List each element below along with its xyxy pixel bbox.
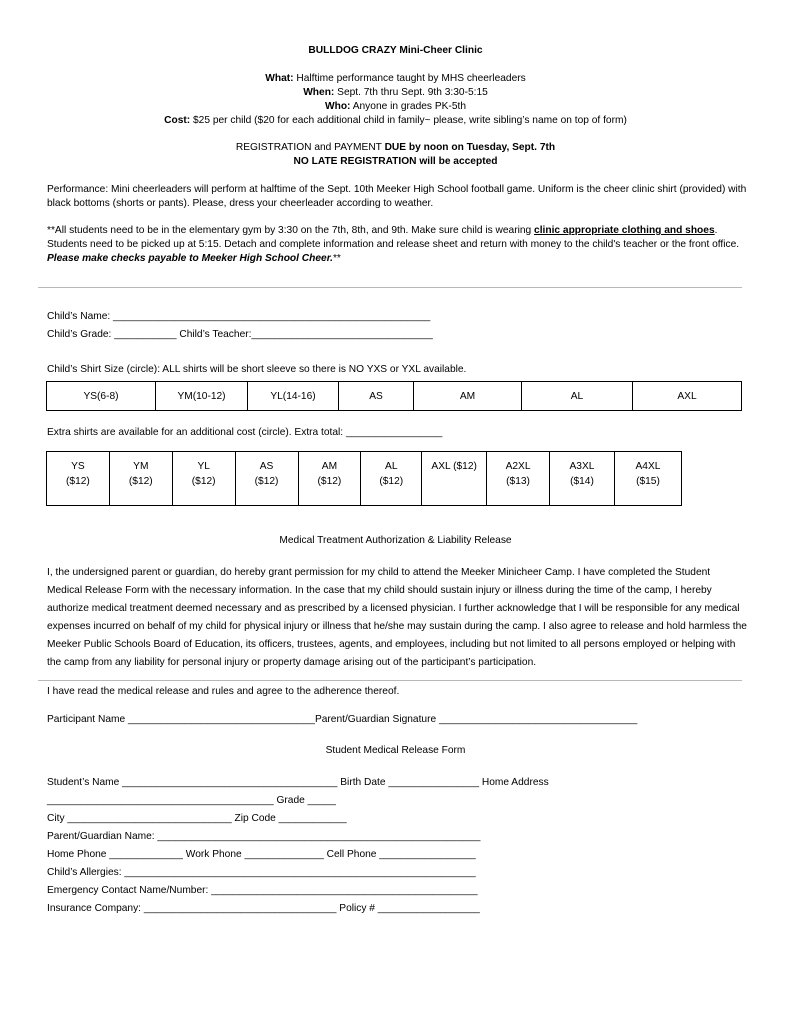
child-name-field[interactable]: Child’s Name: ________________________________________________________ bbox=[47, 311, 431, 322]
registration-deadline: REGISTRATION and PAYMENT DUE by noon on Tuesday, Sept. 7th bbox=[235, 142, 556, 153]
shirt-size-caption: Child’s Shirt Size (circle): ALL shirts will be short sleeve so there is NO YXS or YXL available. bbox=[47, 364, 467, 375]
emergency-contact-field[interactable]: Emergency Contact Name/Number: _______________________________________________ bbox=[47, 885, 478, 896]
medical-release-body: I, the undersigned parent or guardian, do hereby grant permission for my child to attend the Meeker Minicheer Camp. I have completed the Student Medical Release Form with the necessary information. In the case that my child should sustain injury or illness during the time of the camp, I hereby authorize medical treatment deemed necessary and as prescribed by a licensed physician. I further acknowledge that I will be responsible for any medical expenses incurred on behalf of my child for physical injury or illness that he/she may sustain during the camp. I also agree to release and hold harmless the Meeker Public Schools Board of Education, its officers, trustees, agents, and employees, including but not limited to all persons employed or helping with the camp from any liability for personal injury or property damage arising out of the participant’s participation. bbox=[47, 567, 747, 668]
extra-shirt-option[interactable]: YS ($12) bbox=[47, 452, 110, 506]
child-grade-teacher-field[interactable]: Child’s Grade: ___________ Child’s Teacher:________________________________ bbox=[47, 329, 433, 340]
performance-paragraph: Performance: Mini cheerleaders will perform at halftime of the Sept. 10th Meeker High School football game. Uniform is the cheer clinic shirt (provided) with black bottoms (shorts or pants). Please, dress your cheerleader according to weather. bbox=[47, 184, 747, 209]
parent-name-field[interactable]: Parent/Guardian Name: _________________________________________________________ bbox=[47, 831, 481, 842]
what-line: What: Halftime performance taught by MHS cheerleaders bbox=[265, 73, 526, 84]
extra-shirt-option[interactable]: AXL ($12) bbox=[422, 452, 487, 506]
insurance-field[interactable]: Insurance Company: __________________________________ Policy # __________________ bbox=[47, 903, 480, 914]
shirt-size-option[interactable]: YL(14-16) bbox=[248, 382, 339, 411]
shirt-size-table bbox=[46, 381, 742, 411]
divider bbox=[38, 680, 742, 681]
form-title: BULLDOG CRAZY Mini-Cheer Clinic bbox=[308, 45, 483, 56]
who-line: Who: Anyone in grades PK-5th bbox=[324, 101, 466, 112]
agreement-statement: I have read the medical release and rules and agree to the adherence thereof. bbox=[47, 686, 400, 697]
cost-line: Cost: $25 per child ($20 for each additional child in family~ please, write sibling’s name on top of form) bbox=[164, 115, 627, 126]
extra-shirt-option[interactable]: AL ($12) bbox=[361, 452, 422, 506]
city-zip-field[interactable]: City _____________________________ Zip Code ____________ bbox=[47, 813, 347, 824]
extra-shirt-option[interactable]: A3XL ($14) bbox=[550, 452, 615, 506]
extra-shirt-table bbox=[46, 451, 682, 506]
extra-shirt-option[interactable]: YM ($12) bbox=[109, 452, 172, 506]
late-registration-notice: NO LATE REGISTRATION will be accepted bbox=[293, 156, 498, 167]
student-name-field[interactable]: Student’s Name ______________________________________ Birth Date ________________ Home Address bbox=[47, 777, 549, 788]
phone-fields[interactable]: Home Phone _____________ Work Phone ______________ Cell Phone _________________ bbox=[47, 849, 476, 860]
attendance-notice: **All students need to be in the elementary gym by 3:30 on the 7th, 8th, and 9th. Make sure child is wearing clinic appropriate clothing and shoes. Students need to be picked up at 5:15. Detach and complete information and release sheet and return with money to the child's teacher or the front office. Please make checks payable to Meeker High School Cheer.** bbox=[47, 225, 740, 264]
medical-release-title: Medical Treatment Authorization & Liability Release bbox=[279, 535, 512, 546]
divider bbox=[38, 287, 742, 288]
shirt-size-option[interactable]: YS(6-8) bbox=[47, 382, 156, 411]
extra-shirt-option[interactable]: AM ($12) bbox=[298, 452, 361, 506]
address-grade-field[interactable]: ________________________________________ Grade _____ bbox=[47, 795, 336, 806]
extra-shirts-caption: Extra shirts are available for an additional cost (circle). Extra total: _________________ bbox=[47, 427, 443, 438]
allergies-field[interactable]: Child’s Allergies: ______________________________________________________________ bbox=[47, 867, 476, 878]
extra-shirt-option[interactable]: A4XL ($15) bbox=[614, 452, 681, 506]
shirt-size-option[interactable]: AXL bbox=[633, 382, 742, 411]
signature-field[interactable]: Participant Name _________________________________Parent/Guardian Signature ___________________________________ bbox=[47, 714, 638, 725]
shirt-size-option[interactable]: AL bbox=[522, 382, 633, 411]
release-form-title: Student Medical Release Form bbox=[325, 745, 466, 756]
shirt-size-option[interactable]: AS bbox=[339, 382, 414, 411]
extra-shirt-option[interactable]: AS ($12) bbox=[235, 452, 298, 506]
extra-shirt-option[interactable]: YL ($12) bbox=[172, 452, 235, 506]
shirt-size-option[interactable]: AM bbox=[414, 382, 522, 411]
when-line: When: Sept. 7th thru Sept. 9th 3:30-5:15 bbox=[303, 87, 488, 98]
shirt-size-option[interactable]: YM(10-12) bbox=[156, 382, 248, 411]
extra-shirt-option[interactable]: A2XL ($13) bbox=[487, 452, 550, 506]
